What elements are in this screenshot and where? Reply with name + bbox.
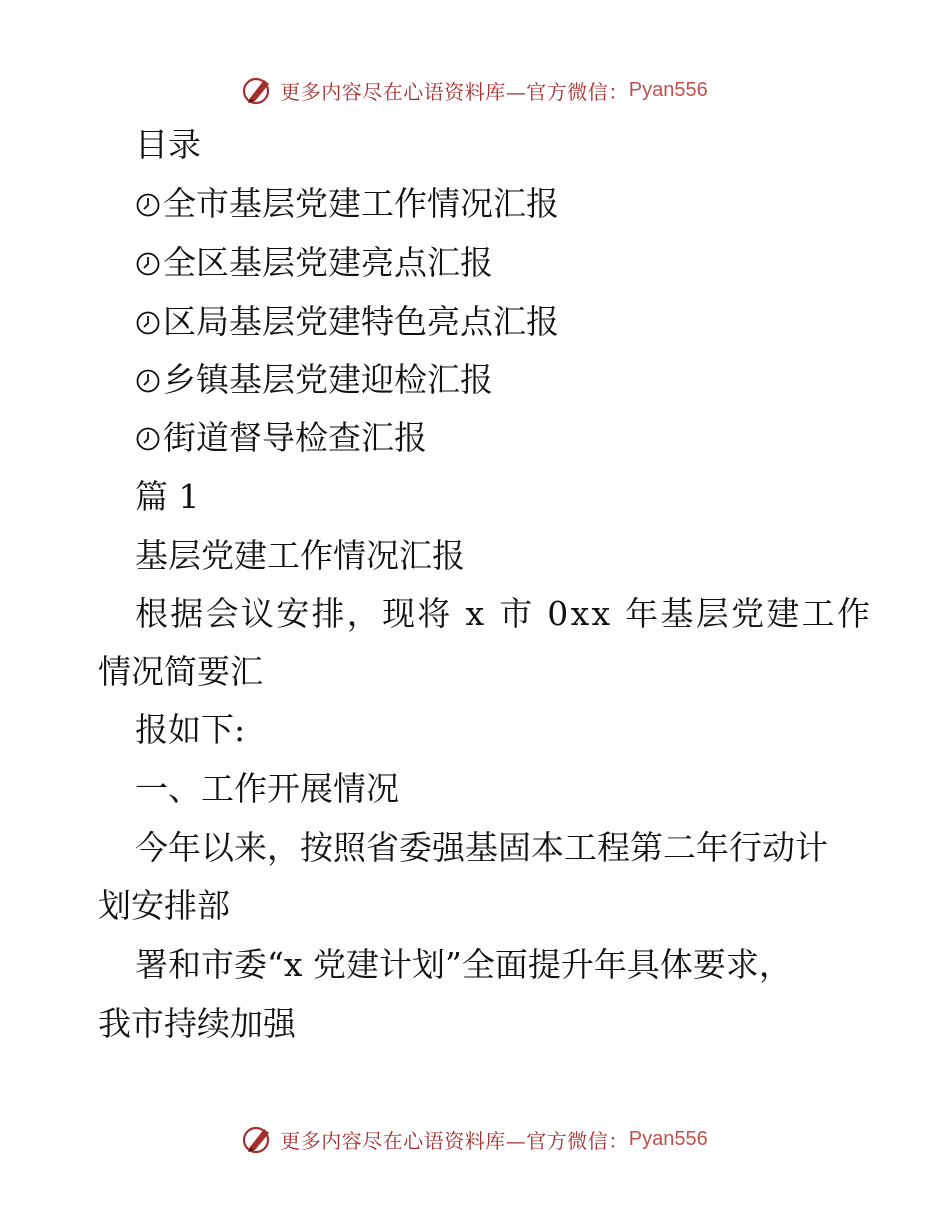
toc-item — [135, 184, 905, 224]
section-title: 基层党建工作情况汇报 — [135, 536, 465, 575]
paragraph-line: 根据会议安排，现将 x 市 0xx 年基层党建工作 — [135, 594, 873, 633]
toc-item — [135, 302, 905, 342]
toc-item-label: 街道督导检查汇报 — [163, 418, 427, 457]
clock-icon — [135, 426, 161, 452]
paragraph-line: 今年以来，按照省委强基固本工程第二年行动计 — [135, 828, 828, 867]
banner-wechat-id: Pyan556 — [628, 78, 708, 101]
toc-item-label: 乡镇基层党建迎检汇报 — [163, 360, 493, 399]
pen-logo-icon — [242, 1123, 274, 1155]
paragraph-line: 我市持续加强 — [98, 1004, 296, 1043]
toc-item-label: 全区基层党建亮点汇报 — [163, 243, 493, 282]
banner-text: 更多内容尽在心语资料库—官方微信： — [280, 79, 629, 104]
toc-item-label: 区局基层党建特色亮点汇报 — [163, 302, 559, 341]
toc-item-label: 全市基层党建工作情况汇报 — [163, 184, 559, 223]
pen-logo-icon — [242, 74, 274, 106]
clock-icon — [135, 310, 161, 336]
section-heading: 一、工作开展情况 — [135, 769, 399, 808]
clock-icon — [135, 251, 161, 277]
header-banner — [0, 68, 950, 112]
paragraph-line: 情况简要汇 — [98, 652, 263, 691]
toc-item — [135, 243, 905, 283]
chapter-label: 篇 1 — [135, 477, 200, 516]
clock-icon — [135, 192, 161, 218]
paragraph-line: 划安排部 — [98, 886, 230, 925]
paragraph-line: 报如下: — [135, 710, 246, 749]
footer-banner — [0, 1117, 950, 1161]
banner-text: 更多内容尽在心语资料库—官方微信： — [280, 1128, 629, 1153]
toc-item — [135, 418, 905, 458]
clock-icon — [135, 368, 161, 394]
banner-wechat-id: Pyan556 — [628, 1127, 708, 1150]
toc-heading: 目录 — [135, 125, 201, 164]
toc-item — [135, 360, 905, 400]
paragraph-line: 署和市委“x 党建计划”全面提升年具体要求， — [135, 945, 792, 984]
